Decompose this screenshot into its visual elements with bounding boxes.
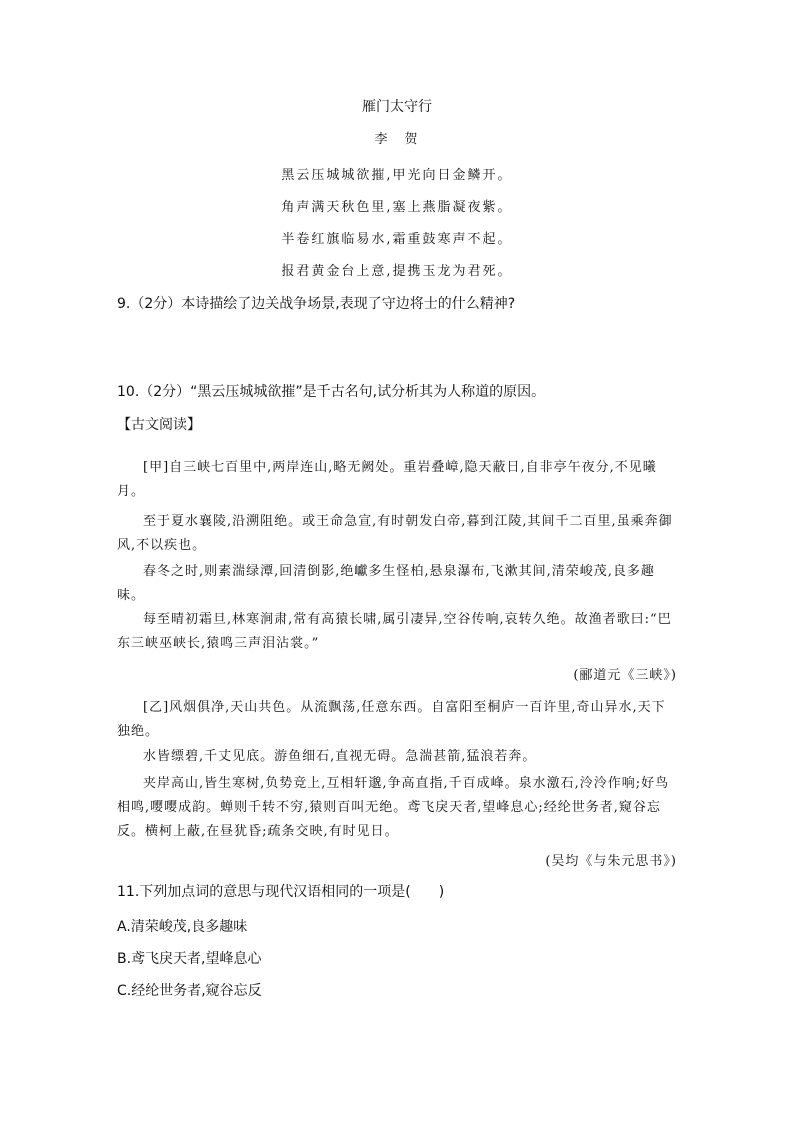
passage-a-paragraph: 每至晴初霜旦,林寒涧肃,常有高猿长啸,属引凄异,空谷传响,哀转久绝。故渔者歌曰:“巴东三峡巫峡长,猿鸣三声泪沾裳。” (117, 612, 672, 651)
option-c: C.经纶世务者,窥谷忘反 (117, 983, 262, 999)
passage-b-source: (吴均《与朱元思书》) (545, 854, 677, 869)
passage-a-paragraph: [甲]自三峡七百里中,两岸连山,略无阙处。重岩叠嶂,隐天蔽日,自非亭午夜分,不见曦月。 (117, 460, 657, 499)
passage-b-paragraph: [乙]风烟俱净,天山共色。从流飘荡,任意东西。自富阳至桐庐一百许里,奇山异水,天下独绝。 (117, 700, 666, 739)
poem-author: 李 贺 (374, 132, 420, 147)
passage-a-source: (郦道元《三峡》) (573, 668, 677, 683)
question-11: 11.下列加点词的意思与现代汉语相同的一项是( ) (117, 884, 445, 900)
poem-line: 黑云压城城欲摧,甲光向日金鳞开。 (281, 168, 513, 183)
section-label: 【古文阅读】 (117, 417, 201, 433)
passage-a-paragraph: 春冬之时,则素湍绿潭,回清倒影,绝巘多生怪柏,悬泉瀑布,飞漱其间,清荣峻茂,良多趣味。 (117, 564, 655, 603)
option-b: B.鸢飞戾天者,望峰息心 (117, 951, 262, 967)
passage-b-paragraph: 水皆缥碧,千丈见底。游鱼细石,直视无碍。急湍甚箭,猛浪若奔。 (143, 749, 537, 764)
question-9: 9.（2分）本诗描绘了边关战争场景,表现了守边将士的什么精神? (117, 296, 516, 312)
poem-line: 报君黄金台上意,提携玉龙为君死。 (281, 264, 513, 279)
passage-a-paragraph: 至于夏水襄陵,沿溯阻绝。或王命急宣,有时朝发白帝,暮到江陵,其间千二百里,虽乘奔御风,不以疾也。 (117, 514, 673, 553)
question-10: 10.（2分）“黑云压城城欲摧”是千古名句,试分析其为人称道的原因。 (117, 384, 546, 400)
poem-line: 角声满天秋色里,塞上燕脂凝夜紫。 (281, 200, 513, 215)
poem-title: 雁门太守行 (362, 99, 432, 115)
poem-line: 半卷红旗临易水,霜重鼓寒声不起。 (281, 232, 513, 247)
passage-b-paragraph: 夹岸高山,皆生寒树,负势竞上,互相轩邈,争高直指,千百成峰。泉水激石,泠泠作响;好鸟相鸣,嘤嘤成韵。蝉则千转不穷,猿则百叫无绝。鸢飞戾天者,望峰息心;经纶世务者,窥谷忘反。横柯上蔽,在昼犹昏;疏条交映,有时见日。 (117, 776, 670, 839)
option-a: A.清荣峻茂,良多趣味 (117, 919, 248, 935)
